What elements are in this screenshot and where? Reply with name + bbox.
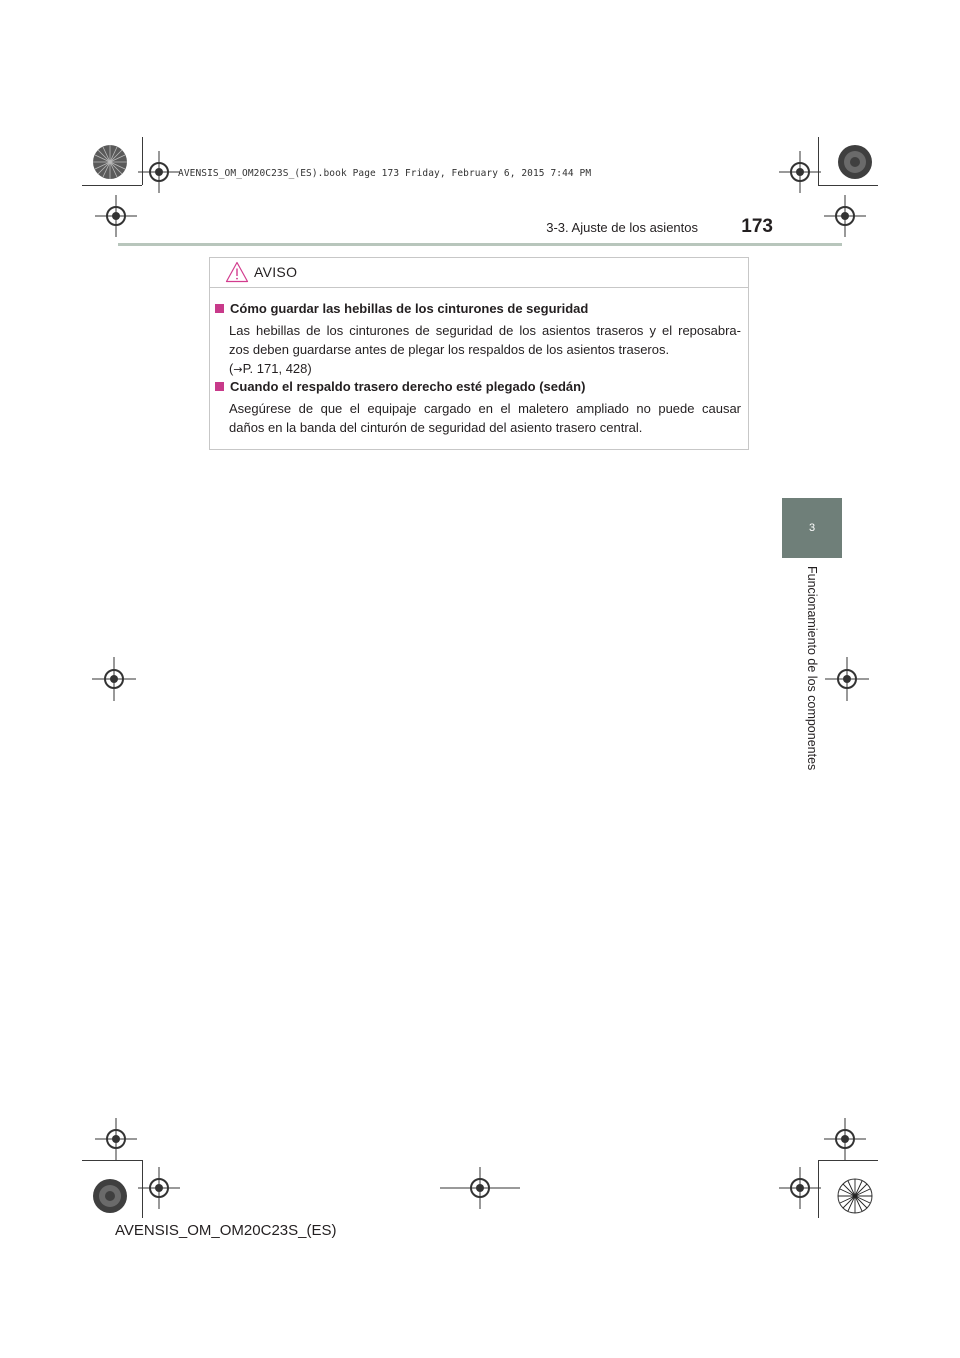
chapter-tab (782, 498, 842, 558)
color-target-icon (90, 1176, 130, 1216)
arrow-right-icon: → (233, 363, 243, 376)
registration-mark-icon (95, 195, 137, 237)
registration-mark-icon (95, 1118, 137, 1160)
registration-mark-icon (824, 195, 866, 237)
warning-item-heading (215, 301, 588, 316)
warning-item-heading-text: Cómo guardar las hebillas de los cinturones de seguridad (230, 301, 589, 316)
warning-item-body (229, 321, 741, 379)
warning-header (210, 258, 748, 288)
color-target-icon (835, 142, 875, 182)
warning-item-body (229, 399, 741, 437)
section-title: 3-3. Ajuste de los asientos (546, 220, 698, 235)
paragraph-line: Asegúrese de que el equipaje cargado en el maletero ampliado no puede causar (229, 401, 741, 416)
paragraph-line: zos deben guardarse antes de plegar los respaldos de los asientos traseros. (229, 342, 670, 357)
bullet-square-icon (215, 304, 224, 313)
registration-mark-icon (825, 657, 869, 701)
registration-mark-icon (824, 1118, 866, 1160)
bullet-square-icon (215, 382, 224, 391)
registration-mark-icon (779, 1167, 821, 1209)
file-info-line: AVENSIS_OM_OM20C23S_(ES).book Page 173 Friday, February 6, 2015 7:44 PM (178, 168, 592, 179)
footer-document-code: AVENSIS_OM_OM20C23S_(ES) (115, 1222, 337, 1239)
warning-triangle-icon (225, 261, 249, 283)
chapter-label: Funcionamiento de los componentes (805, 566, 819, 771)
registration-mark-icon (138, 1167, 180, 1209)
chapter-number: 3 (808, 522, 816, 534)
registration-mark-icon (440, 1167, 520, 1209)
warning-title: AVISO (254, 264, 298, 280)
registration-mark-icon (138, 151, 180, 193)
warning-item-heading (215, 379, 585, 394)
warning-box (209, 257, 749, 450)
registration-mark-icon (92, 657, 136, 701)
color-target-icon (90, 142, 130, 182)
page-number: 173 (741, 216, 773, 237)
registration-mark-icon (779, 151, 821, 193)
paragraph-line: daños en la banda del cinturón de seguridad del asiento trasero central. (229, 420, 643, 435)
paragraph-line: Las hebillas de los cinturones de seguridad de los asientos traseros y el reposabra- (229, 323, 741, 338)
page-reference: (→P. 171, 428) (229, 361, 312, 376)
header-rule (118, 243, 842, 246)
warning-item-heading-text: Cuando el respaldo trasero derecho esté plegado (sedán) (230, 379, 586, 394)
page-reference-text: P. 171, 428) (242, 361, 312, 376)
color-target-icon (835, 1176, 875, 1216)
